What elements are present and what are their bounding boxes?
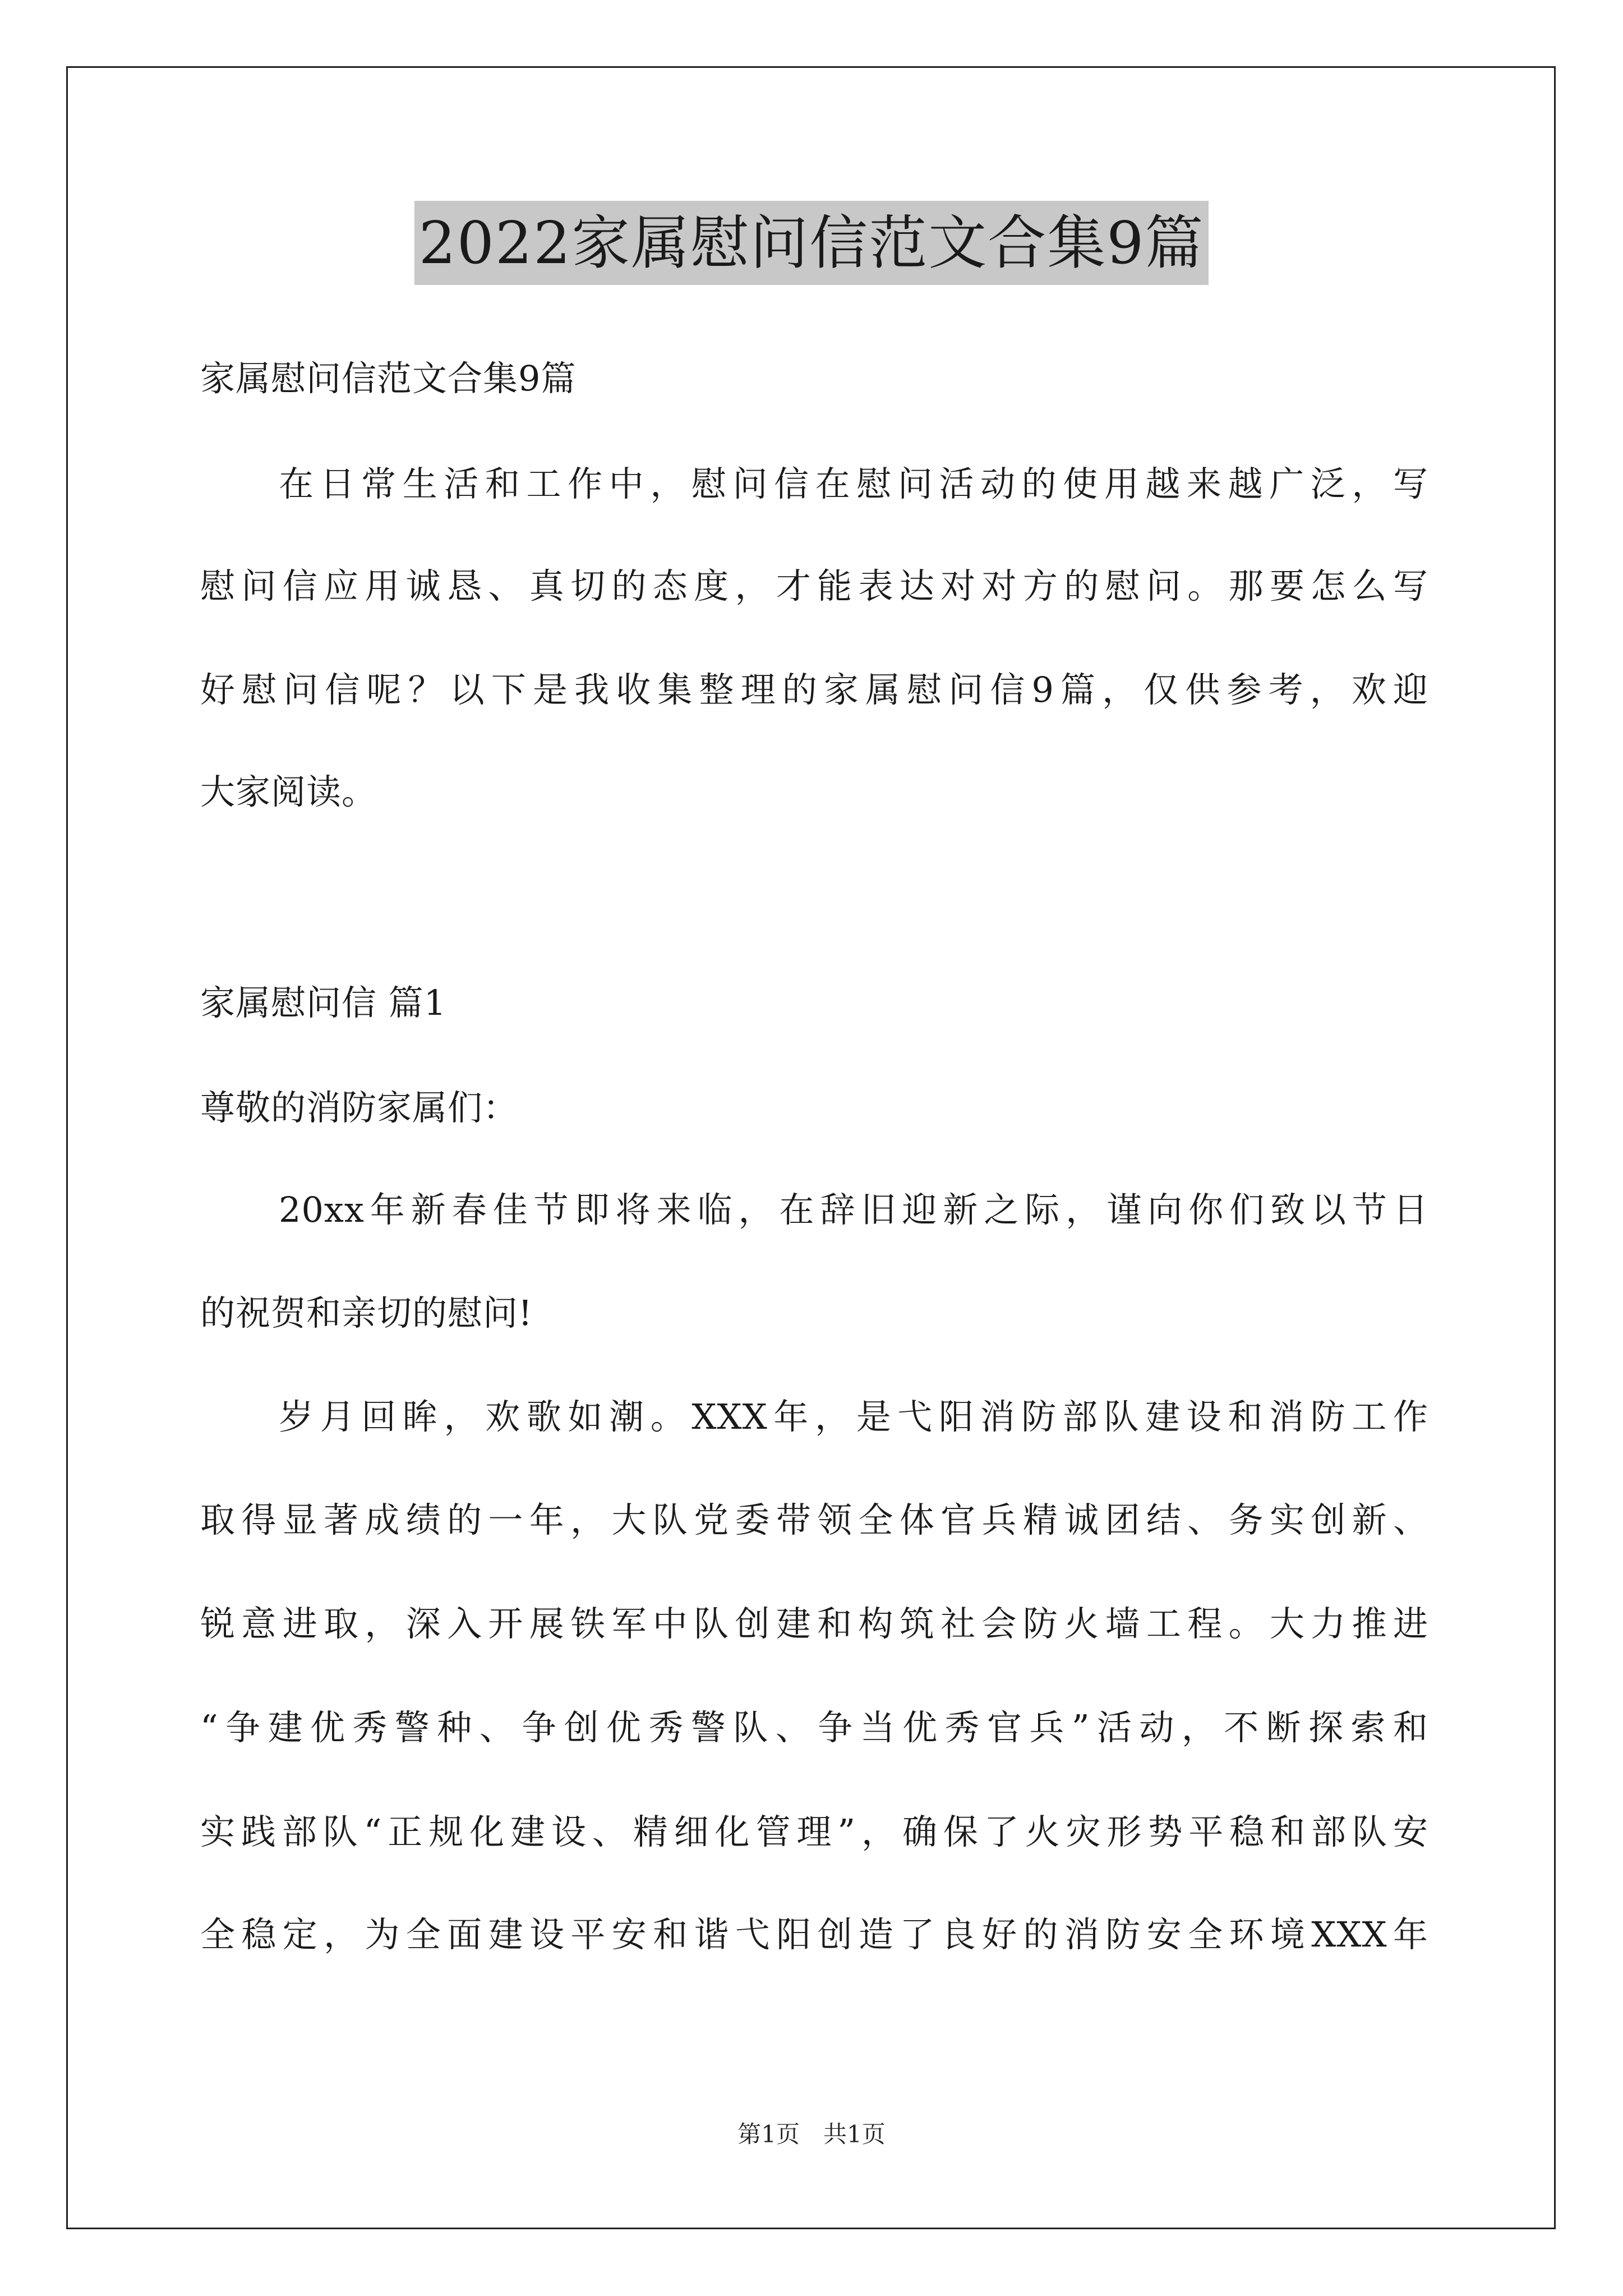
para2-line-5: 实践部队“正规化建设、精细化管理”，确保了火灾形势平稳和部队安: [200, 1811, 1428, 1852]
page-footer: 第1页 共1页: [737, 2120, 886, 2148]
para1-line-2: 的祝贺和亲切的慰问!: [200, 1292, 533, 1333]
intro-line-4: 大家阅读。: [200, 771, 377, 812]
intro-line-3: 好慰问信呢？以下是我收集整理的家属慰问信9篇，仅供参考，欢迎: [200, 669, 1428, 710]
section-heading: 家属慰问信 篇1: [200, 982, 447, 1023]
intro-line-2: 慰问信应用诚恳、真切的态度，才能表达对对方的慰问。那要怎么写: [200, 565, 1428, 606]
document-title: [0, 201, 1623, 285]
para2-line-3: 锐意进取，深入开展铁军中队创建和构筑社会防火墙工程。大力推进: [200, 1603, 1428, 1644]
document-subtitle: 家属慰问信范文合集9篇: [200, 358, 577, 399]
document-title-text: 2022家属慰问信范文合集9篇: [414, 201, 1209, 285]
para2-line-4: “争建优秀警种、争创优秀警队、争当优秀官兵”活动，不断探索和: [200, 1707, 1428, 1748]
para2-line-6: 全稳定，为全面建设平安和谐弋阳创造了良好的消防安全环境XXX年: [200, 1914, 1428, 1955]
para1-line-1: 20xx年新春佳节即将来临，在辞旧迎新之际，谨向你们致以节日: [279, 1189, 1428, 1230]
intro-line-1: 在日常生活和工作中，慰问信在慰问活动的使用越来越广泛，写: [279, 463, 1428, 504]
para2-line-2: 取得显著成绩的一年，大队党委带领全体官兵精诚团结、务实创新、: [200, 1499, 1428, 1540]
para2-line-1: 岁月回眸，欢歌如潮。XXX年，是弋阳消防部队建设和消防工作: [279, 1396, 1428, 1437]
salutation: 尊敬的消防家属们：: [200, 1087, 519, 1128]
